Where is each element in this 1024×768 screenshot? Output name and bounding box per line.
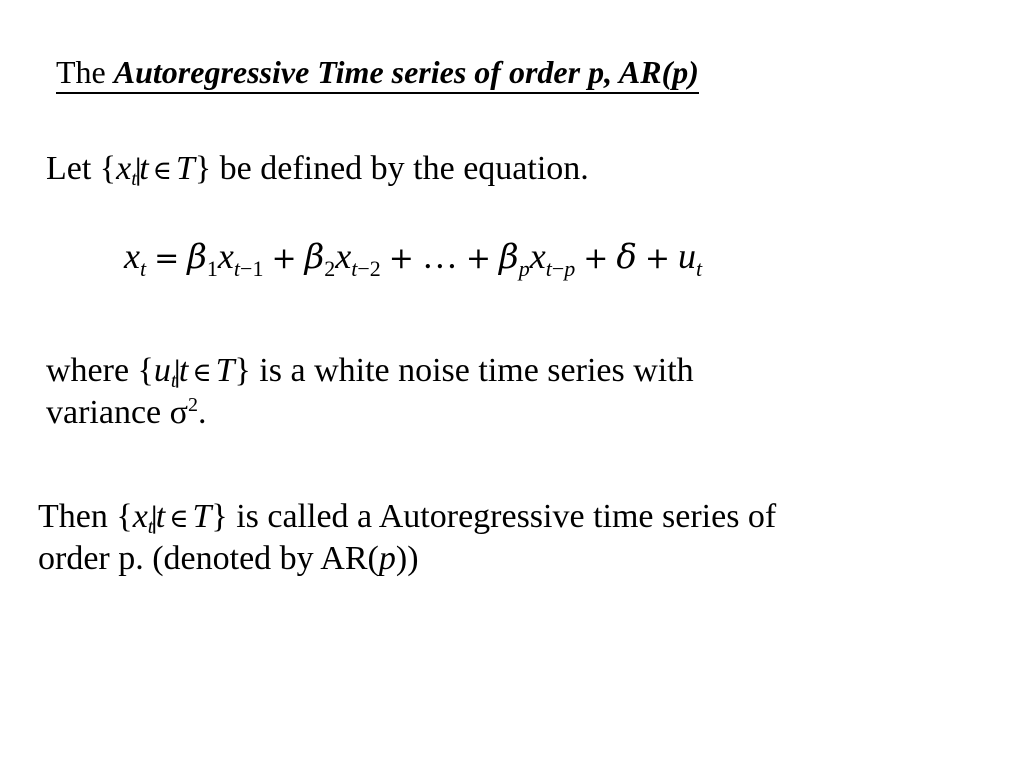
where-variance-text: variance xyxy=(46,394,170,431)
intro-tail: } be defined by the equation. xyxy=(194,150,589,187)
eq-plus-3: + xyxy=(465,241,492,276)
eq-plus-5: + xyxy=(644,241,670,276)
eq-u: u xyxy=(678,236,696,276)
intro-t: t xyxy=(139,150,149,187)
ar-equation xyxy=(124,232,702,283)
eq-x-1-sub-t: t xyxy=(233,256,241,281)
eq-beta-2-sub: 2 xyxy=(324,256,336,281)
eq-equals: = xyxy=(154,241,180,276)
where-sigma: σ xyxy=(169,394,188,431)
eq-x-2-sub-t: t xyxy=(351,256,358,281)
eq-x-p: x xyxy=(529,236,546,276)
eq-beta-p-sub: p xyxy=(518,256,530,281)
eq-x-p-sub-p: p xyxy=(564,256,576,281)
then-lead: Then { xyxy=(38,498,133,535)
where-t-sub: t xyxy=(170,370,177,392)
eq-ellipsis: … xyxy=(421,236,458,276)
then-order-text: order p. (denoted by AR( xyxy=(38,540,379,577)
intro-T: T xyxy=(175,150,195,187)
then-tail: } is called a Autoregressive time series of xyxy=(211,498,777,535)
eq-plus-4: + xyxy=(583,241,609,276)
then-close: )) xyxy=(395,540,419,577)
eq-plus-2: + xyxy=(388,241,414,276)
then-p: p xyxy=(378,540,396,577)
title-emphasis: Autoregressive Time series of order p, AR(p) xyxy=(113,54,699,90)
where-tail: } is a white noise time series with xyxy=(234,352,694,389)
eq-beta-2: β xyxy=(304,237,325,277)
where-sigma-sup: 2 xyxy=(187,394,198,416)
where-t: t xyxy=(178,352,189,389)
where-end: . xyxy=(197,394,207,431)
eq-delta: δ xyxy=(616,237,637,277)
eq-x-2-sub-op: − xyxy=(357,256,370,281)
eq-lhs: x xyxy=(124,236,140,276)
then-line-1 xyxy=(38,496,776,540)
then-t-sub: t xyxy=(147,516,154,538)
where-element-of: ∈ xyxy=(192,358,212,388)
eq-beta-1-sub: 1 xyxy=(206,256,218,281)
then-bar: | xyxy=(152,501,157,534)
where-T: T xyxy=(215,352,235,389)
where-line-1 xyxy=(46,350,694,394)
where-line-2 xyxy=(46,392,206,434)
then-t: t xyxy=(155,498,166,535)
intro-lead: Let { xyxy=(46,150,117,187)
slide-title xyxy=(56,52,699,94)
eq-beta-p: β xyxy=(499,237,519,277)
eq-x-p-sub-t: t xyxy=(545,256,552,281)
eq-beta-1: β xyxy=(187,237,207,277)
eq-x-p-sub-op: − xyxy=(551,256,565,281)
eq-plus-1: + xyxy=(271,241,297,276)
eq-x-1: x xyxy=(217,236,234,276)
eq-lhs-sub: t xyxy=(139,256,147,281)
intro-x: x xyxy=(116,150,132,187)
title-prefix: The xyxy=(56,54,114,90)
eq-x-2-sub-n: 2 xyxy=(369,256,381,281)
intro-element-of: ∈ xyxy=(152,156,172,186)
then-line-2 xyxy=(38,538,419,580)
where-lead: where { xyxy=(46,352,154,389)
eq-x-1-sub-n: 1 xyxy=(252,256,264,281)
then-element-of: ∈ xyxy=(169,504,189,534)
then-x: x xyxy=(132,498,148,535)
eq-u-sub: t xyxy=(696,256,703,281)
eq-x-2: x xyxy=(335,236,352,276)
intro-bar: | xyxy=(135,153,141,186)
where-u: u xyxy=(153,352,171,389)
then-T: T xyxy=(192,498,212,535)
where-bar: | xyxy=(175,355,180,388)
intro-line xyxy=(46,148,589,192)
intro-t-sub: t xyxy=(131,168,137,190)
eq-x-1-sub-op: − xyxy=(240,256,253,281)
